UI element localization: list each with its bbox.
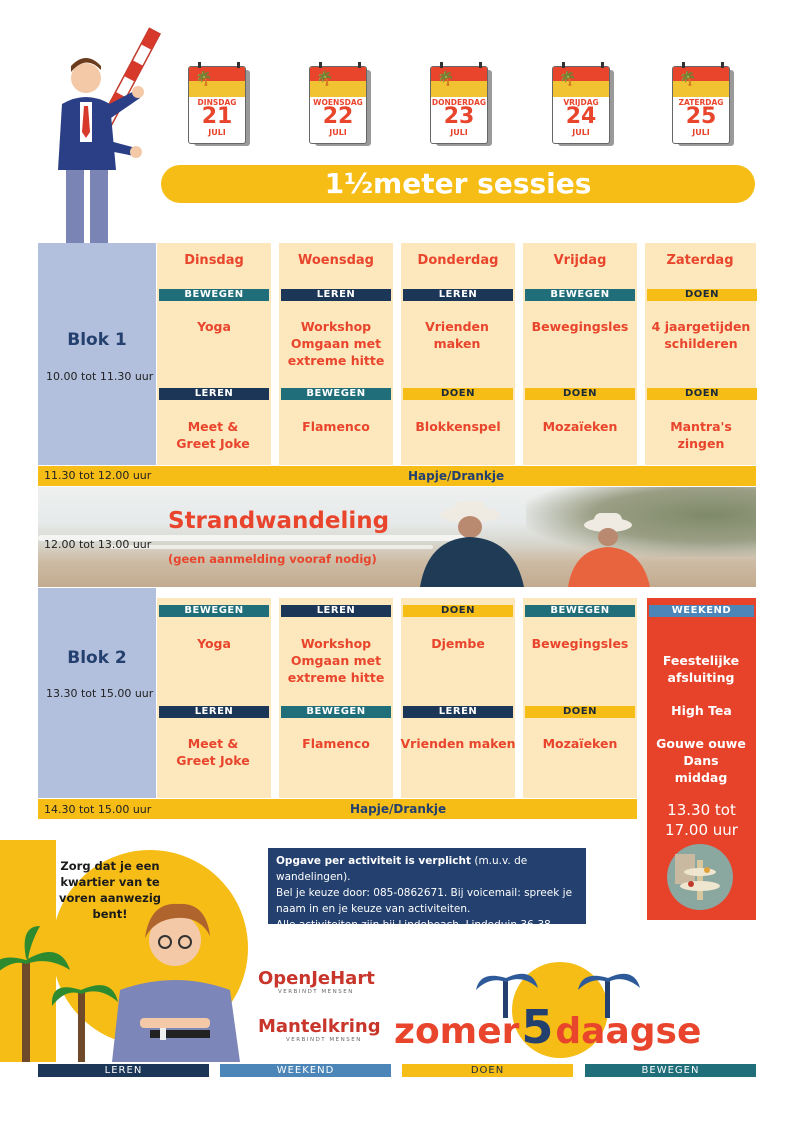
category-tag: DOEN [525, 388, 635, 400]
category-tag: BEWEGEN [281, 388, 391, 400]
break1-label: Hapje/Drankje [408, 469, 505, 483]
high-tea-photo [667, 844, 733, 910]
activity: Flamenco [302, 736, 370, 751]
activity: Mozaïeken [542, 736, 618, 751]
info-required: Opgave per activiteit is verplicht [276, 855, 472, 867]
day-column [279, 598, 393, 798]
calendar-icon: 🌴 DINSDAG 21 JULI [188, 62, 250, 146]
activity: Blokkenspel [415, 419, 501, 434]
weekend-activity: Feestelijke afsluiting [662, 653, 740, 685]
category-tag: LEREN [281, 289, 391, 301]
blok1-time: 10.00 tot 11.30 uur [46, 370, 154, 383]
category-tag: DOEN [403, 605, 513, 617]
weekend-activity: High Tea [671, 703, 732, 718]
reminder-text: Zorg dat je een kwartier van te voren aanwezig bent! [58, 859, 162, 921]
activity: Vrienden maken [425, 319, 489, 351]
beach-title: Strandwandeling [168, 508, 390, 534]
day-header: Donderdag [417, 253, 499, 268]
category-tag: DOEN [525, 706, 635, 718]
blok2-time: 13.30 tot 15.00 uur [46, 687, 154, 700]
activity: Workshop Omgaan met extreme hitte [287, 319, 385, 368]
legend-bewegen: BEWEGEN [585, 1064, 756, 1077]
category-tag: LEREN [403, 289, 513, 301]
zomer-logo-word2: daagse [555, 1011, 702, 1052]
page-title: 1½meter sessies [161, 165, 755, 203]
day-header: Dinsdag [184, 253, 244, 268]
calendar-icon: 🌴 VRIJDAG 24 JULI [552, 62, 614, 146]
walkers-photo-illustration [410, 493, 670, 587]
activity: Bewegingsles [531, 636, 629, 651]
category-tag: LEREN [403, 706, 513, 718]
category-tag: BEWEGEN [525, 605, 635, 617]
man-with-barrier-illustration [40, 20, 180, 260]
zomer-logo-word1: zomer [394, 1011, 520, 1052]
mantelkring-logo [258, 1016, 388, 1043]
day-header: Zaterdag [666, 253, 734, 268]
zomer-logo-number: 5 [521, 1000, 554, 1054]
category-tag: BEWEGEN [159, 605, 269, 617]
legend-doen: DOEN [402, 1064, 573, 1077]
activity: Djembe [431, 636, 485, 651]
blok2-label: Blok 2 [67, 648, 127, 668]
activity: Meet & Greet Joke [176, 419, 250, 451]
beach-time: 12.00 tot 13.00 uur [44, 538, 152, 551]
category-tag: LEREN [159, 388, 269, 400]
category-tag: DOEN [647, 289, 757, 301]
info-location: Alle activiteiten zijn bij Lindobeach, Lindoduin 36-38. [276, 919, 555, 931]
calendar-icon: 🌴 ZATERDAG 25 JULI [672, 62, 734, 146]
openjehart-logo [258, 968, 378, 995]
day-column [523, 598, 637, 798]
weekend-time: 17.00 uur [665, 821, 738, 839]
activity: Yoga [197, 636, 231, 651]
activity: Bewegingsles [531, 319, 629, 334]
beach-subtitle: (geen aanmelding vooraf nodig) [168, 552, 377, 566]
category-tag: BEWEGEN [281, 706, 391, 718]
break2-time: 14.30 tot 15.00 uur [44, 803, 152, 816]
category-tag: LEREN [159, 706, 269, 718]
blok1-label-cell [38, 243, 156, 465]
mantelkring-logo-text: Mantelkring [258, 1016, 381, 1037]
day-header: Woensdag [297, 253, 374, 268]
info-box [268, 848, 586, 931]
break1-time: 11.30 tot 12.00 uur [44, 469, 152, 482]
activity: Flamenco [302, 419, 370, 434]
activity: Mantra's zingen [670, 419, 732, 451]
legend-leren: LEREN [38, 1064, 209, 1077]
day-column [401, 598, 515, 798]
calendar-icon: 🌴 DONDERDAG 23 JULI [430, 62, 492, 146]
activity: Mozaïeken [542, 419, 618, 434]
category-tag: WEEKEND [649, 605, 754, 617]
info-phone: Bel je keuze door: 085-0862671. Bij voicemail: spreek je naam in en je keuze van activiteiten. [276, 887, 573, 915]
activity: Workshop Omgaan met extreme hitte [287, 636, 385, 685]
category-tag: DOEN [403, 388, 513, 400]
category-tag: BEWEGEN [525, 289, 635, 301]
break2-label: Hapje/Drankje [350, 802, 447, 816]
category-tag: LEREN [281, 605, 391, 617]
legend-weekend: WEEKEND [220, 1064, 391, 1077]
blok1-label: Blok 1 [67, 330, 127, 350]
calendar-icon: 🌴 WOENSDAG 22 JULI [309, 62, 371, 146]
day-header: Vrijdag [553, 253, 607, 268]
weekend-activity: Gouwe ouwe Dans middag [656, 736, 746, 785]
openjehart-logo-text: OpenJeHart [258, 968, 375, 989]
activity: 4 jaargetijden schilderen [651, 319, 751, 351]
info-note: (m.u.v. de wandelingen). [276, 855, 528, 883]
zomer-5daagse-logo [394, 1000, 701, 1054]
mantelkring-logo-sub: VERBINDT MENSEN [286, 1037, 362, 1043]
activity: Vrienden maken [400, 736, 516, 751]
activity: Meet & Greet Joke [176, 736, 250, 768]
weekend-time: 13.30 tot [667, 801, 736, 819]
activity: Yoga [197, 319, 231, 334]
category-tag: BEWEGEN [159, 289, 269, 301]
category-tag: DOEN [647, 388, 757, 400]
openjehart-logo-sub: VERBINDT MENSEN [278, 989, 354, 995]
